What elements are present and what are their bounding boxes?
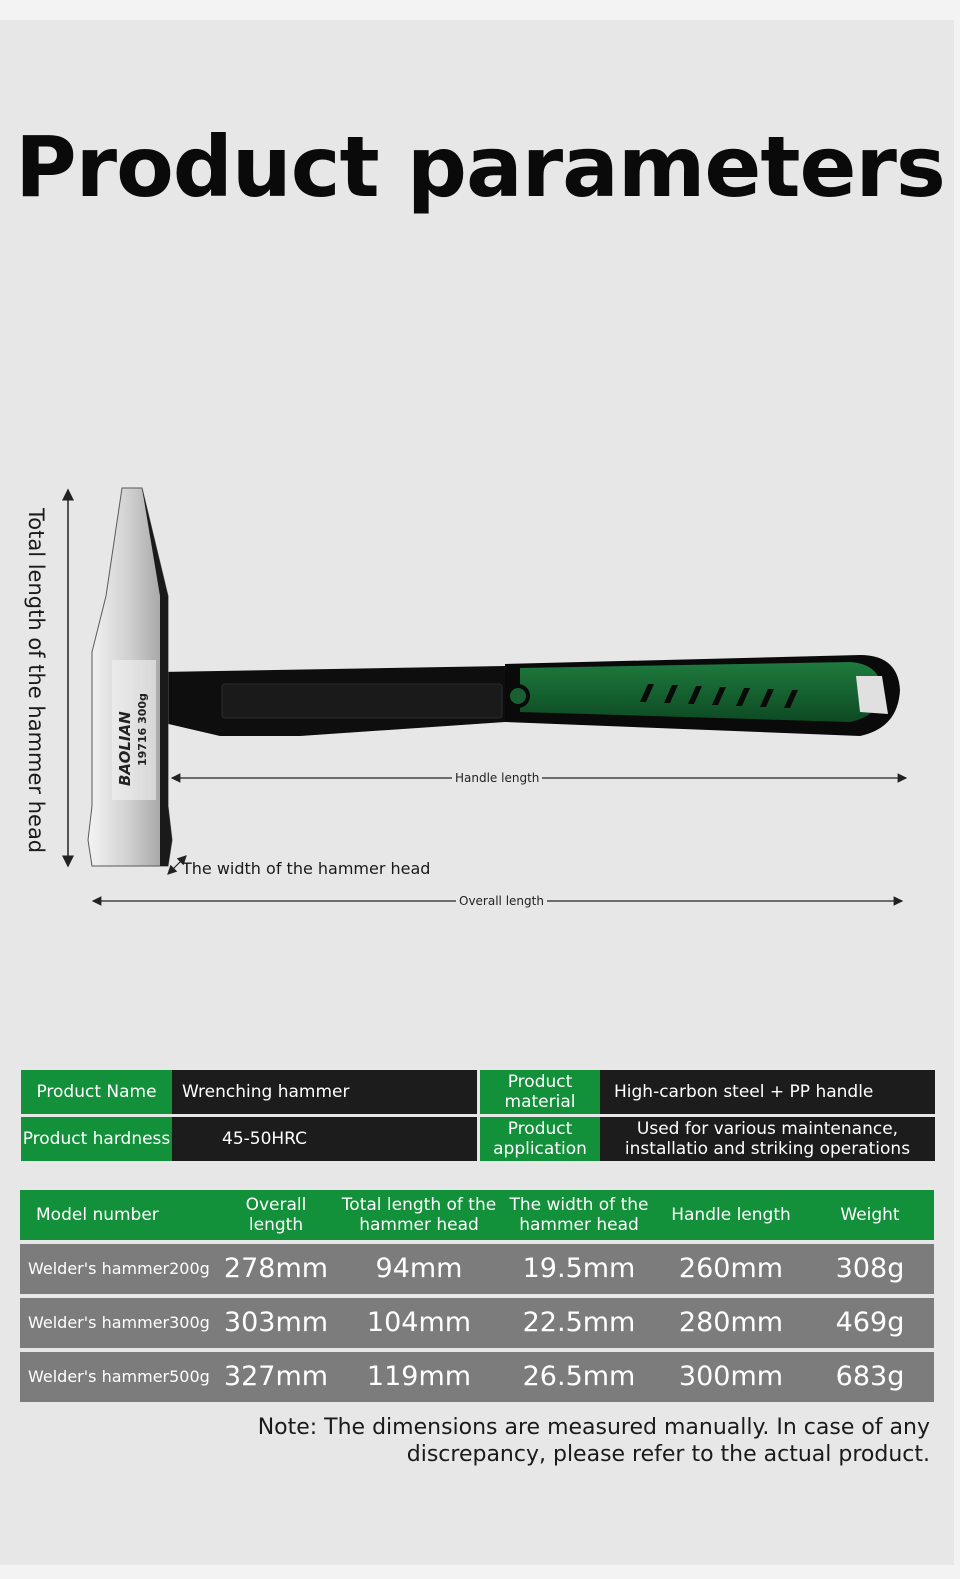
handle-length-value: 300mm xyxy=(678,1361,784,1392)
handle-length-value: 280mm xyxy=(678,1307,784,1338)
overall-length-value: 303mm xyxy=(223,1307,329,1338)
head-length-value: 104mm xyxy=(366,1307,472,1338)
product-application-value: Used for various maintenance, installatio and striking operations xyxy=(600,1117,935,1161)
product-hardness-value: 45-50HRC xyxy=(172,1117,477,1161)
head-length-value: 119mm xyxy=(366,1361,472,1392)
header-head-length: Total length of the hammer head xyxy=(341,1195,497,1235)
head-length-label: Total length of the hammer head xyxy=(24,508,48,854)
head-brand-text: BAOLIAN xyxy=(116,711,134,786)
product-application-label: Product application xyxy=(480,1117,600,1161)
table-row xyxy=(20,1298,934,1348)
header-model-number: Model number xyxy=(36,1205,159,1225)
handle-length-value: 260mm xyxy=(678,1253,784,1284)
overall-length-value: 278mm xyxy=(223,1253,329,1284)
overall-length-value: 327mm xyxy=(223,1361,329,1392)
header-head-width: The width of the hammer head xyxy=(509,1195,649,1235)
page-title: Product parameters xyxy=(15,118,945,216)
overall-length-label: Overall length xyxy=(456,894,547,908)
model-name: Welder's hammer300g xyxy=(28,1313,210,1332)
product-name-value: Wrenching hammer xyxy=(172,1070,477,1114)
table-row xyxy=(20,1352,934,1402)
product-hardness-label: Product hardness xyxy=(21,1117,172,1161)
weight-value: 683g xyxy=(835,1361,905,1392)
header-weight: Weight xyxy=(840,1205,900,1225)
product-material-value: High-carbon steel + PP handle xyxy=(600,1070,935,1114)
head-length-value: 94mm xyxy=(375,1253,463,1284)
model-name: Welder's hammer500g xyxy=(28,1367,210,1386)
weight-value: 469g xyxy=(835,1307,905,1338)
header-overall-length: Overall length xyxy=(245,1195,307,1235)
product-material-label: Product material xyxy=(480,1070,600,1114)
product-name-label: Product Name xyxy=(21,1070,172,1114)
hammer-diagram xyxy=(0,470,960,920)
model-table xyxy=(20,1190,934,1402)
head-code-text: 19716 300g xyxy=(136,693,149,766)
product-info-table xyxy=(21,1070,935,1161)
head-width-value: 26.5mm xyxy=(522,1361,636,1392)
measurement-note: Note: The dimensions are measured manually. In case of any discrepancy, please refer to the actual product. xyxy=(257,1415,930,1467)
handle-length-label: Handle length xyxy=(452,771,542,785)
info-row-hardness xyxy=(21,1117,935,1161)
head-width-value: 19.5mm xyxy=(522,1253,636,1284)
table-row xyxy=(20,1244,934,1294)
model-name: Welder's hammer200g xyxy=(28,1259,210,1278)
weight-value: 308g xyxy=(835,1253,905,1284)
head-width-label: The width of the hammer head xyxy=(182,859,431,878)
header-handle-length: Handle length xyxy=(671,1205,791,1225)
model-table-header xyxy=(20,1190,934,1240)
head-width-value: 22.5mm xyxy=(522,1307,636,1338)
info-row-name xyxy=(21,1070,935,1114)
